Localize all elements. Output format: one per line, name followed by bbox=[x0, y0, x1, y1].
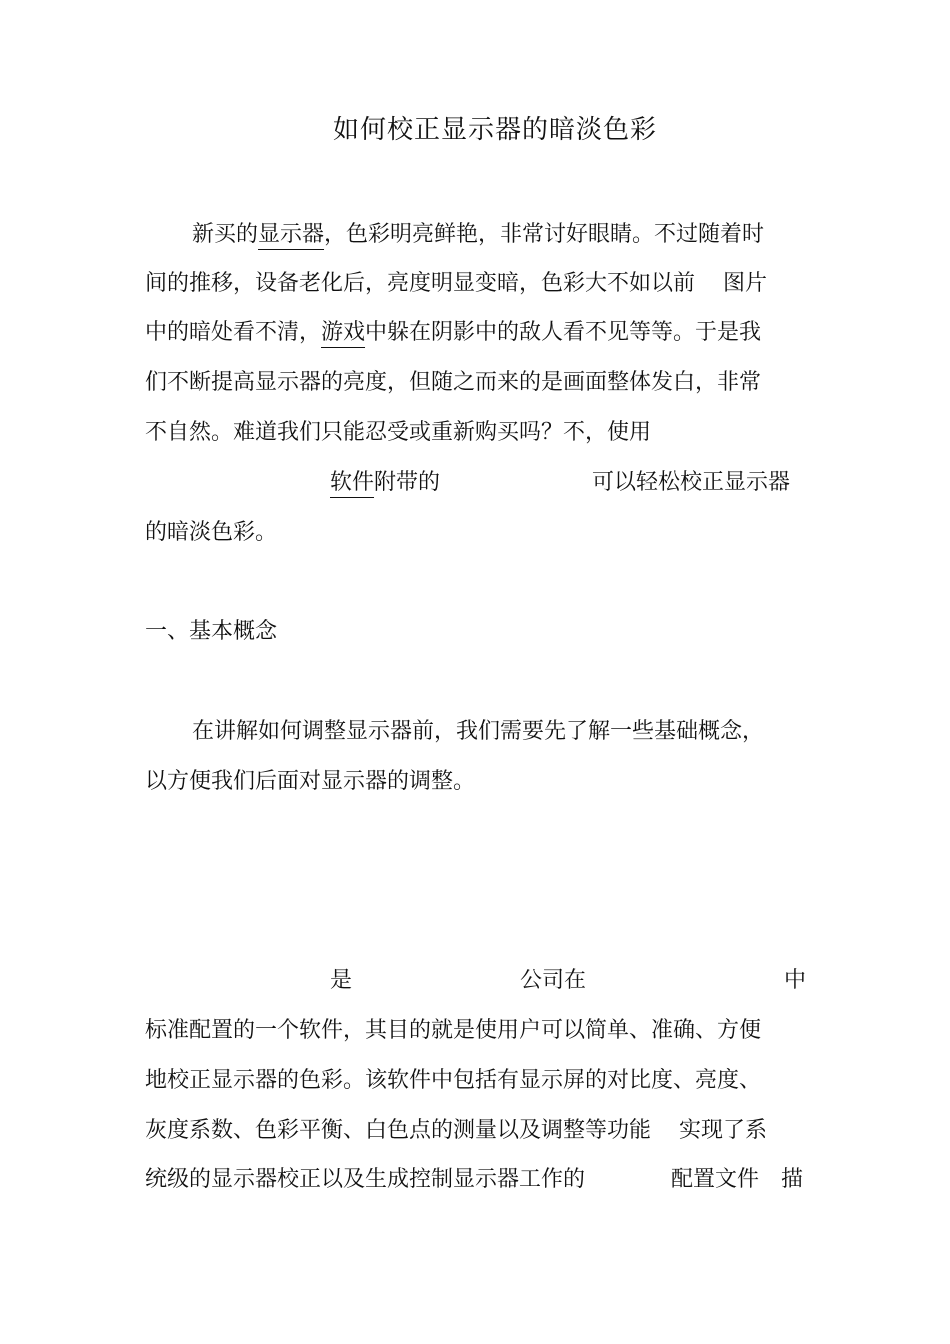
document-title: 如何校正显示器的暗淡色彩 bbox=[333, 115, 658, 145]
section2-line-1b: 公司在 bbox=[520, 968, 587, 993]
link-game[interactable]: 游戏 bbox=[321, 320, 366, 345]
intro-line-4: 们不断提高显示器的亮度，但随之而来的是画面整体发白，非常 bbox=[145, 370, 762, 395]
section2-line-5a: 统级的显示器校正以及生成控制显示器工作的 bbox=[145, 1167, 586, 1192]
section2-line-3: 地校正显示器的色彩。该软件中包括有显示屏的对比度、亮度、 bbox=[145, 1068, 762, 1093]
section2-line-4: 灰度系数、色彩平衡、白色点的测量以及调整等功能 实现了系 bbox=[145, 1118, 767, 1143]
link-monitor[interactable]: 显示器 bbox=[258, 222, 325, 247]
intro-line-2: 间的推移，设备老化后，亮度明显变暗，色彩大不如以前 图片 bbox=[145, 271, 767, 296]
intro-line-5: 不自然。难道我们只能忍受或重新购买吗？不，使用 bbox=[145, 420, 652, 445]
intro-text: 中躲在阴影中的敌人看不见等等。于是我 bbox=[365, 320, 762, 345]
intro-text: 中的暗处看不清， bbox=[145, 320, 322, 345]
section2-line-2: 标准配置的一个软件，其目的就是使用户可以简单、准确、方便 bbox=[145, 1018, 762, 1043]
intro-line-3 bbox=[145, 322, 761, 344]
section1-line-2: 以方便我们后面对显示器的调整。 bbox=[145, 769, 476, 794]
section1-line-1: 在讲解如何调整显示器前，我们需要先了解一些基础概念， bbox=[192, 719, 765, 744]
section2-line-1c: 中 bbox=[784, 968, 807, 993]
intro-line-6b: 可以轻松校正显示器 bbox=[592, 470, 791, 495]
intro-line-1 bbox=[192, 224, 764, 246]
section-heading-basic-concepts: 一、基本概念 bbox=[145, 619, 278, 644]
section2-line-1a: 是 bbox=[330, 968, 353, 993]
section2-line-5c: 描 bbox=[781, 1167, 804, 1192]
intro-line-7: 的暗淡色彩。 bbox=[145, 520, 278, 545]
intro-text: 附带的 bbox=[374, 470, 441, 495]
link-software[interactable]: 软件 bbox=[330, 470, 375, 495]
section2-line-5b: 配置文件 bbox=[671, 1167, 760, 1192]
intro-text: ，色彩明亮鲜艳，非常讨好眼睛。不过随着时 bbox=[324, 222, 765, 247]
intro-text: 新买的 bbox=[192, 222, 259, 247]
intro-line-6a bbox=[330, 472, 440, 494]
